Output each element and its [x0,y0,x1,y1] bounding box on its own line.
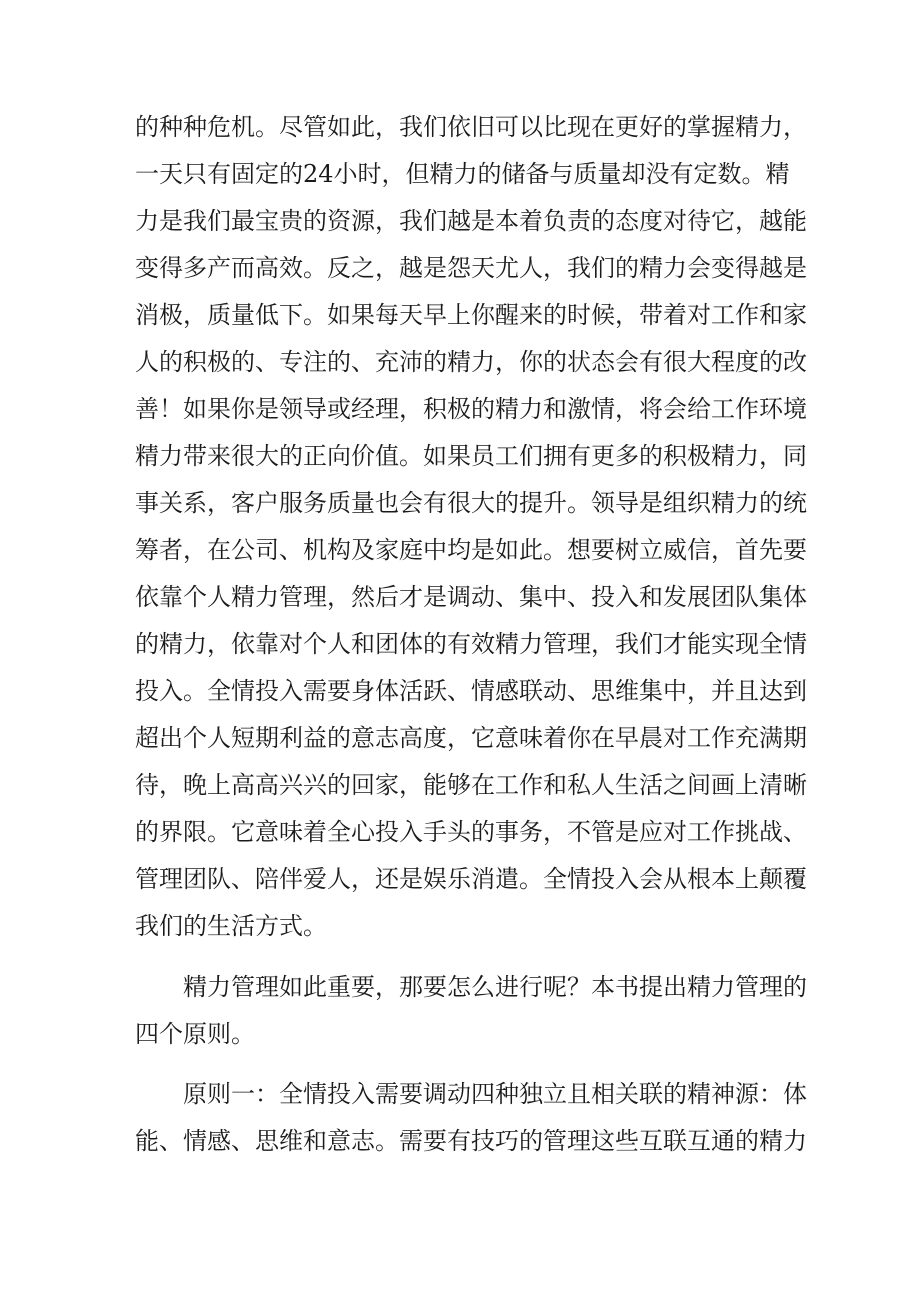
text-line: 超出个人短期利益的意志高度，它意味着你在早晨对工作充满期 [135,724,807,752]
text-line: 精力带来很大的正向价值。如果员工们拥有更多的积极精力，同 [135,442,807,470]
text-line: 消极，质量低下。如果每天早上你醒来的时候，带着对工作和家 [135,301,807,329]
text-line: 我们的生活方式。 [135,912,327,940]
text-line: 管理团队、陪伴爱人，还是娱乐消遣。全情投入会从根本上颠覆 [135,865,807,893]
text-line: 的种种危机。尽管如此，我们依旧可以比现在更好的掌握精力， [135,113,807,141]
text-line: 人的积极的、专注的、充沛的精力，你的状态会有很大程度的改 [135,348,807,376]
text-line: 的精力，依靠对个人和团体的有效精力管理，我们才能实现全情 [135,630,807,658]
text-line: 依靠个人精力管理，然后才是调动、集中、投入和发展团队集体 [135,583,807,611]
text-line: 变得多产而高效。反之，越是怨天尤人，我们的精力会变得越是 [135,254,807,282]
text-line: 精力管理如此重要，那要怎么进行呢？本书提出精力管理的 [183,973,807,1001]
text-line: 善！如果你是领导或经理，积极的精力和激情，将会给工作环境 [135,395,807,423]
text-line: 待，晚上高高兴兴的回家，能够在工作和私人生活之间画上清晰 [135,771,807,799]
text-line: 原则一：全情投入需要调动四种独立且相关联的精神源：体 [183,1080,807,1108]
text-line: 筹者，在公司、机构及家庭中均是如此。想要树立威信，首先要 [135,536,807,564]
text-line: 的界限。它意味着全心投入手头的事务，不管是应对工作挑战、 [135,818,807,846]
text-line: 能、情感、思维和意志。需要有技巧的管理这些互联互通的精力 [135,1127,807,1155]
text-line: 事关系，客户服务质量也会有很大的提升。领导是组织精力的统 [135,489,807,517]
text-line: 力是我们最宝贵的资源，我们越是本着负责的态度对待它，越能 [135,207,807,235]
text-line: 一天只有固定的24小时，但精力的储备与质量却没有定数。精 [135,160,790,188]
text-line: 四个原则。 [135,1020,255,1048]
text-line: 投入。全情投入需要身体活跃、情感联动、思维集中，并且达到 [135,677,807,705]
